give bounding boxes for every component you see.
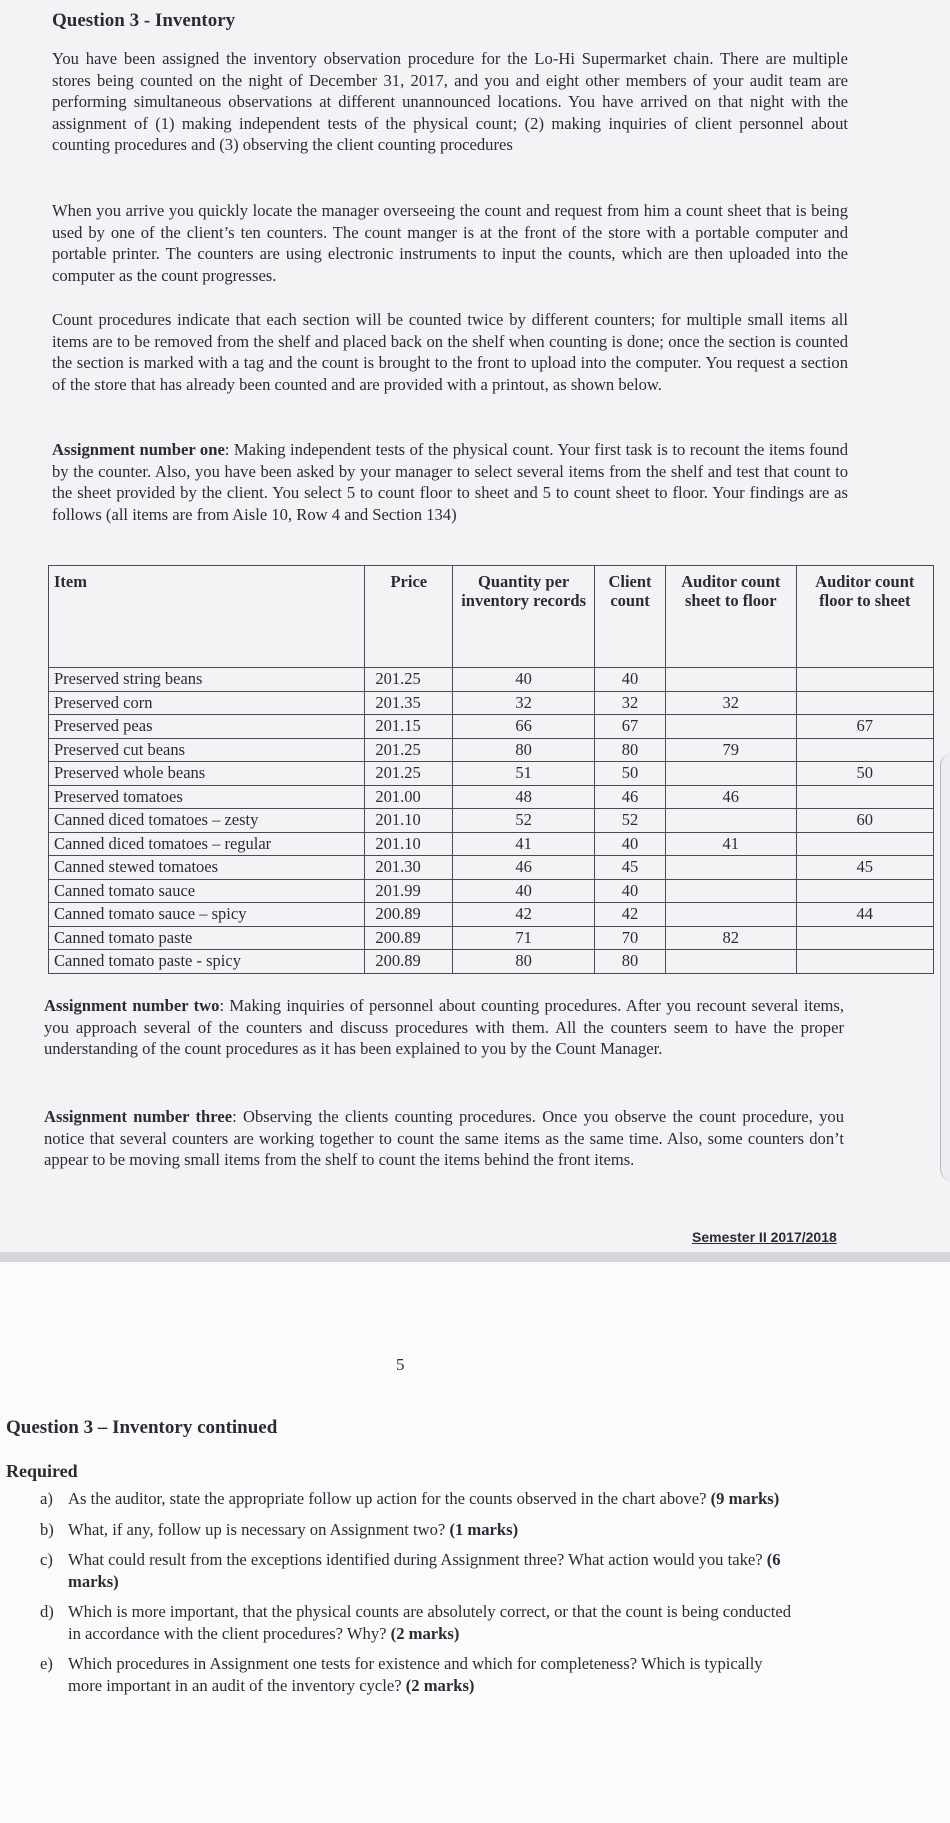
cell-sheet-to-floor	[665, 668, 796, 692]
table-row	[49, 738, 934, 762]
question-label: d)	[40, 1602, 54, 1621]
cell-sheet-to-floor: 82	[665, 926, 796, 950]
cell-quantity: 40	[453, 879, 595, 903]
cell-item: Preserved cut beans	[49, 738, 365, 762]
cell-item: Canned tomato sauce – spicy	[49, 903, 365, 927]
assignment-two-lead: Assignment number two	[44, 996, 220, 1015]
assignment-one-lead: Assignment number one	[52, 440, 225, 459]
cell-item: Preserved whole beans	[49, 762, 365, 786]
cell-quantity: 40	[453, 668, 595, 692]
cell-quantity: 41	[453, 832, 595, 856]
cell-client-count: 50	[595, 762, 666, 786]
cell-floor-to-sheet: 67	[796, 715, 933, 739]
assignment-three-text: : Observing the clients counting procedures. Once you observe the count procedure, you notice that several counters are working together to count the same items as the same time. Also, some counters don’t appear to be moving small items from the shelf to count the items behind the front items.	[44, 1107, 844, 1169]
table-row	[49, 785, 934, 809]
question-marks: (9 marks)	[710, 1489, 780, 1508]
cell-item: Preserved corn	[49, 691, 365, 715]
question-text: What, if any, follow up is necessary on Assignment two?	[68, 1519, 450, 1539]
assignment-two-paragraph	[44, 995, 844, 1060]
cell-floor-to-sheet	[796, 691, 933, 715]
assignment-three-paragraph	[44, 1106, 844, 1171]
cell-price: 201.25	[365, 762, 453, 786]
cell-floor-to-sheet: 50	[796, 762, 933, 786]
question-marks: (2 marks)	[405, 1675, 475, 1695]
cell-sheet-to-floor	[665, 715, 796, 739]
cell-floor-to-sheet: 44	[796, 903, 933, 927]
question-label: b)	[40, 1519, 54, 1539]
question-text: Which procedures in Assignment one tests for existence and which for completeness? Which is typically more important in an audit of the inventory cycle?	[68, 1654, 763, 1695]
cell-sheet-to-floor: 32	[665, 691, 796, 715]
cell-client-count: 32	[595, 691, 666, 715]
cell-quantity: 46	[453, 856, 595, 880]
header-floor-to-sheet: Auditor count floor to sheet	[796, 566, 933, 668]
cell-price: 200.89	[365, 950, 453, 974]
cell-price: 201.10	[365, 832, 453, 856]
table-row	[49, 715, 934, 739]
cell-sheet-to-floor	[665, 856, 796, 880]
cell-item: Canned stewed tomatoes	[49, 856, 365, 880]
cell-client-count: 40	[595, 832, 666, 856]
cell-floor-to-sheet: 60	[796, 809, 933, 833]
question-continued-title: Question 3 – Inventory continued	[6, 1417, 278, 1438]
table-row	[49, 668, 934, 692]
cell-sheet-to-floor	[665, 879, 796, 903]
cell-floor-to-sheet	[796, 832, 933, 856]
cell-client-count: 42	[595, 903, 666, 927]
assignment-three-lead: Assignment number three	[44, 1107, 233, 1126]
cell-price: 201.25	[365, 668, 453, 692]
question-item	[40, 1549, 800, 1592]
question-label: c)	[40, 1550, 53, 1569]
cell-client-count: 40	[595, 668, 666, 692]
cell-sheet-to-floor	[665, 809, 796, 833]
cell-sheet-to-floor	[665, 950, 796, 974]
scroll-edge-tab[interactable]	[940, 752, 950, 1182]
table-row	[49, 832, 934, 856]
question-title: Question 3 - Inventory	[52, 10, 236, 31]
cell-quantity: 51	[453, 762, 595, 786]
table-row	[49, 879, 934, 903]
cell-price: 201.99	[365, 879, 453, 903]
cell-quantity: 32	[453, 691, 595, 715]
cell-item: Preserved string beans	[49, 668, 365, 692]
question-item	[40, 1653, 800, 1696]
question-item	[40, 1519, 800, 1541]
header-price: Price	[365, 566, 453, 668]
cell-item: Canned tomato paste - spicy	[49, 950, 365, 974]
cell-floor-to-sheet	[796, 738, 933, 762]
cell-client-count: 80	[595, 738, 666, 762]
cell-quantity: 42	[453, 903, 595, 927]
cell-item: Canned diced tomatoes – zesty	[49, 809, 365, 833]
cell-price: 201.30	[365, 856, 453, 880]
header-client-count: Client count	[595, 566, 666, 668]
cell-client-count: 70	[595, 926, 666, 950]
cell-sheet-to-floor: 41	[665, 832, 796, 856]
cell-sheet-to-floor: 46	[665, 785, 796, 809]
intro-paragraph: You have been assigned the inventory observation procedure for the Lo-Hi Supermarket chain. There are multiple stores being counted on the night of December 31, 2017, and you and eight other members of your audit team are performing simultaneous observations at different unannounced locations. You have arrived on that night with the assignment of (1) making independent tests of the physical count; (2) making inquiries of client personnel about counting procedures and (3) observing the client counting procedures	[52, 49, 848, 154]
cell-price: 201.10	[365, 809, 453, 833]
cell-item: Preserved tomatoes	[49, 785, 365, 809]
cell-price: 200.89	[365, 903, 453, 927]
cell-floor-to-sheet	[796, 785, 933, 809]
cell-client-count: 40	[595, 879, 666, 903]
header-sheet-to-floor: Auditor count sheet to floor	[665, 566, 796, 668]
assignment-two-text: : Making inquiries of personnel about counting procedures. After you recount several items, you approach several of the counters and discuss procedures with them. All the counters seem to have the proper understanding of the count procedures as it has been explained to you by the Count Manager.	[44, 996, 844, 1058]
page-separator	[0, 1252, 950, 1262]
question-label: e)	[40, 1654, 53, 1673]
cell-sheet-to-floor	[665, 762, 796, 786]
cell-quantity: 71	[453, 926, 595, 950]
table-row	[49, 903, 934, 927]
cell-client-count: 46	[595, 785, 666, 809]
cell-sheet-to-floor: 79	[665, 738, 796, 762]
question-marks: (1 marks)	[449, 1519, 519, 1539]
cell-price: 201.35	[365, 691, 453, 715]
cell-price: 201.15	[365, 715, 453, 739]
question-item	[40, 1488, 800, 1510]
cell-floor-to-sheet	[796, 668, 933, 692]
arrival-paragraph: When you arrive you quickly locate the manager overseeing the count and request from him a count sheet that is being used by one of the client’s ten counters. The count manger is at the front of the store with a portable computer and portable printer. The counters are using electronic instruments to input the counts, which are then uploaded into the computer as the count progresses.	[52, 201, 848, 285]
cell-quantity: 52	[453, 809, 595, 833]
cell-floor-to-sheet	[796, 879, 933, 903]
cell-floor-to-sheet	[796, 950, 933, 974]
table-body	[49, 668, 934, 974]
required-questions-list	[40, 1488, 800, 1705]
cell-client-count: 67	[595, 715, 666, 739]
page-number: 5	[396, 1355, 405, 1374]
cell-client-count: 45	[595, 856, 666, 880]
cell-sheet-to-floor	[665, 903, 796, 927]
semester-footer: Semester II 2017/2018	[692, 1229, 837, 1245]
table-row	[49, 926, 934, 950]
cell-item: Canned diced tomatoes – regular	[49, 832, 365, 856]
table-header-row	[49, 566, 934, 668]
question-marks: (2 marks)	[390, 1623, 460, 1643]
assignment-one-text: : Making independent tests of the physical count. Your first task is to recount the items found by the counter. Also, you have been asked by your manager to select several items from the shelf and test that count to the sheet provided by the client. You select 5 to count floor to sheet and 5 to count sheet to floor. Your findings are as follows (all items are from Aisle 10, Row 4 and Section 134)	[52, 440, 848, 524]
cell-client-count: 80	[595, 950, 666, 974]
cell-quantity: 80	[453, 950, 595, 974]
question-marks: (6 marks)	[68, 1550, 781, 1591]
cell-quantity: 66	[453, 715, 595, 739]
inventory-table	[48, 565, 934, 974]
table-row	[49, 950, 934, 974]
cell-floor-to-sheet: 45	[796, 856, 933, 880]
question-text: As the auditor, state the appropriate follow up action for the counts observed in the chart above?	[68, 1489, 711, 1508]
cell-floor-to-sheet	[796, 926, 933, 950]
question-text: Which is more important, that the physical counts are absolutely correct, or that the count is being conducted in accordance with the client procedures? Why?	[68, 1602, 791, 1643]
cell-price: 201.00	[365, 785, 453, 809]
cell-quantity: 80	[453, 738, 595, 762]
cell-item: Canned tomato paste	[49, 926, 365, 950]
header-item: Item	[49, 566, 365, 668]
cell-item: Preserved peas	[49, 715, 365, 739]
question-text: What could result from the exceptions identified during Assignment three? What action would you take?	[68, 1550, 767, 1569]
required-heading: Required	[6, 1461, 78, 1481]
procedures-paragraph: Count procedures indicate that each section will be counted twice by different counters; for multiple small items all items are to be removed from the shelf and placed back on the shelf when counting is done; once the section is counted the section is marked with a tag and the count is brought to the front to upload into the computer. You request a section of the store that has already been counted and are provided with a printout, as shown below.	[52, 310, 848, 394]
cell-price: 200.89	[365, 926, 453, 950]
assignment-one-paragraph	[52, 439, 848, 525]
cell-quantity: 48	[453, 785, 595, 809]
cell-client-count: 52	[595, 809, 666, 833]
header-quantity: Quantity per inventory records	[453, 566, 595, 668]
cell-price: 201.25	[365, 738, 453, 762]
question-item	[40, 1601, 800, 1644]
table-row	[49, 762, 934, 786]
table-row	[49, 809, 934, 833]
cell-item: Canned tomato sauce	[49, 879, 365, 903]
table-row	[49, 691, 934, 715]
question-label: a)	[40, 1489, 53, 1508]
table-row	[49, 856, 934, 880]
